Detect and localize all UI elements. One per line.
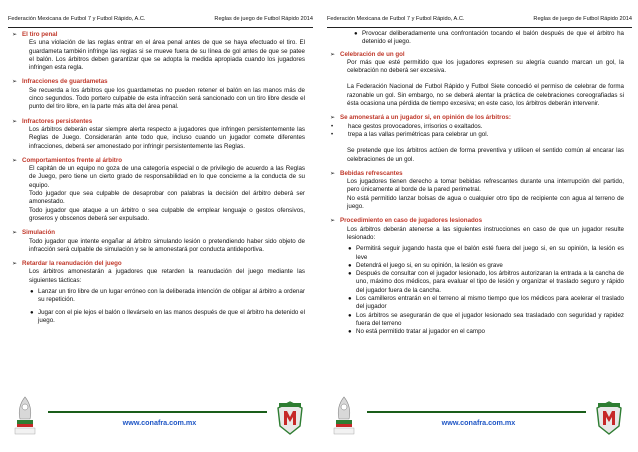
bullet-dot-icon: ● — [348, 312, 352, 319]
section-text: Se recuerda a los árbitros que los guardametas no pueden retener el balón en las manos más de cinco segundos. Todo portero culpable de esta infracción será sancionado con un tiro libre desde el punto del tiro libre, en la parte más alta del área penal. — [29, 86, 305, 111]
bullet-dot-icon: ● — [30, 309, 34, 316]
arrow-bullet-icon: ➢ — [12, 31, 18, 38]
bullet-dot-icon: ● — [354, 31, 358, 37]
bullet-dot-icon: ● — [348, 262, 352, 269]
arrow-bullet-icon: ➢ — [12, 156, 18, 164]
page-right — [319, 0, 638, 452]
page-header — [327, 16, 632, 26]
arrow-bullet-icon: ➢ — [12, 229, 18, 237]
section-text: Por más que esté permitido que los jugadores expresen su alegría cuando marcan un gol, la celebración no deberá ser excesiva. — [347, 58, 624, 75]
footer-url-link[interactable]: www.conafra.com.mx — [441, 418, 516, 427]
section-retardar-reanudacion — [12, 260, 305, 325]
arrow-bullet-icon: ➢ — [330, 169, 336, 177]
section-text: Los árbitros amonestarán a jugadores que retarden la reanudación del juego mediante las siguientes tácticas: — [29, 268, 305, 284]
header-doc: Reglas de juego de Futbol Rápido 2014 — [533, 16, 632, 22]
section-text: Los árbitros deberán estar siempre alerta respecto a jugadores que infringen persistentemente las Reglas de Juego. Considerarán ante todo que, incluso cuando un jugador comete diferentes infracciones, deberá ser amonestado por infringir persistentemente las Reglas. — [29, 125, 305, 150]
federation-logo-icon — [331, 393, 357, 437]
list-item: • hace gestos provocadores, irrisorios o exaltados. — [331, 122, 483, 130]
section-title: Celebración de un gol — [340, 50, 405, 58]
list-item: ● Después de consultar con el jugador lesionado, los árbitros autorizaran la entrada a la cancha de uno, máximo dos médicos, para evaluar el tipo de lesión y organizar el traslado seguro y rápido del jugador fuera de la cancha. — [348, 270, 624, 294]
section-title: El tiro penal — [22, 31, 58, 38]
header-org: Federación Mexicana de Futbol 7 y Futbol Rápido, A.C. — [8, 16, 146, 22]
list-item: ● No está permitido tratar al jugador en el campo — [348, 328, 485, 336]
section-title: Comportamientos frente al árbitro — [22, 156, 123, 164]
section-infractores-persistentes — [12, 117, 305, 151]
section-title: Procedimiento en caso de jugadores lesionados — [340, 217, 483, 225]
arrow-bullet-icon: ➢ — [330, 114, 336, 122]
section-infracciones-guardametas — [12, 78, 305, 111]
section-amonestacion — [330, 114, 624, 163]
list-item: ● Jugar con el pie lejos el balón o llevárselo en las manos después de que el árbitro ha detenido el juego. — [30, 308, 305, 324]
section-celebracion-gol — [330, 50, 624, 109]
section-text: La Federación Nacional de Futbol Rápido y Futbol Siete concedió el permiso de celebrar de forma razonable un gol. Sin embargo, no se deberá alentar la práctica de celebraciones coreografiadas si ésta ocasiona una pérdida de tiempo excesiva; en este caso, los árbitros deberán intervenir. — [347, 83, 624, 108]
arrow-bullet-icon: ➢ — [12, 78, 18, 86]
section-text: Los jugadores tienen derecho a tomar bebidas refrescantes durante una interrupción del partido, pero únicamente al borde de la pared perimetral. — [347, 178, 624, 194]
bullet-dot-icon: ● — [348, 329, 352, 336]
arrow-bullet-icon: ➢ — [12, 260, 18, 268]
section-text: Todo jugador que sea culpable de desaprobar con palabras la decisión del árbitro deberá ser amonestado. — [29, 190, 305, 206]
section-title: Se amonestará a un jugador si, en opinión de los árbitros: — [340, 114, 511, 122]
section-text: Se pretende que los árbitros actúen de forma preventiva y utilicen el sentido común al encarar las celebraciones de un gol. — [347, 147, 624, 163]
section-text: Todo jugador que intente engañar al árbitro simulando lesión o pretendiendo haber sido objeto de infracción será culpable de simulación y se le amonestará por conducta antideportiva. — [29, 237, 305, 253]
arrow-bullet-icon: ➢ — [12, 117, 18, 125]
page-content — [330, 30, 624, 343]
header-doc: Reglas de juego de Futbol Rápido 2014 — [214, 16, 313, 22]
bullet-list — [331, 122, 624, 140]
section-bebidas-refrescantes — [330, 169, 624, 211]
bullet-dot-icon: ● — [348, 246, 352, 253]
section-text: Los árbitros deberán atenerse a las siguientes instrucciones en caso de que un jugador resulte lesionado: — [347, 225, 624, 241]
list-item: ● Los camilleros entrarán en el terreno al mismo tiempo que los médicos para acelerar el traslado del jugador — [348, 295, 624, 311]
header-rule — [327, 27, 632, 28]
list-item: ● Los árbitros se asegurarán de que el jugador lesionado sea trasladado con seguridad y rapidez fuera del terreno — [348, 311, 624, 327]
section-text: El capitán de un equipo no goza de una categoría especial o de privilegio de acuerdo a las Reglas de Juego, pero tiene un cierto grado de responsabilidad en lo que concierne a la conducta de su equipo. — [29, 165, 305, 189]
arrow-bullet-icon: ➢ — [330, 50, 336, 58]
section-text: Todo jugador que ataque a un árbitro o sea culpable de emplear lenguaje o gestos ofensivos, groseros y obscenos deberá ser expulsado. — [29, 206, 305, 222]
bullet-list — [341, 245, 624, 336]
footer-rule — [48, 411, 267, 413]
section-comportamientos-arbitro — [12, 156, 305, 223]
bullet-dot-icon: • — [331, 123, 334, 130]
bullet-list — [341, 30, 624, 47]
section-title: Retardar la reanudación del juego — [22, 260, 122, 268]
bullet-dot-icon: ● — [348, 296, 352, 303]
section-text: No está permitido lanzar bolsas de agua o cualquier otro tipo de recipiente con agua al terreno de juego. — [347, 194, 624, 211]
list-item: • trepa a las vallas perimétricas para celebrar un gol. — [331, 130, 489, 138]
bullet-dot-icon: ● — [30, 289, 34, 296]
list-item: ● Lanzar un tiro libre de un lugar erróneo con la deliberada intención de obligar al árbitro a ordenar su repetición. — [30, 288, 305, 304]
list-item: ● Detendrá el juego si, en su opinión, la lesión es grave — [348, 261, 503, 269]
futbol-rapido-logo-icon — [275, 400, 305, 436]
header-rule — [8, 27, 313, 28]
futbol-rapido-logo-icon — [594, 400, 624, 436]
header-org: Federación Mexicana de Futbol 7 y Futbol Rápido, A.C. — [327, 16, 465, 22]
page-header — [8, 16, 313, 26]
arrow-bullet-icon: ➢ — [330, 217, 336, 225]
section-jugadores-lesionados — [330, 217, 624, 336]
bullet-dot-icon: • — [331, 131, 334, 138]
list-item: ● Permitirá seguir jugando hasta que el balón esté fuera del juego si, en su opinión, la lesión es leve — [348, 245, 624, 261]
footer-rule — [367, 411, 586, 413]
footer-url-link[interactable]: www.conafra.com.mx — [122, 418, 197, 427]
page-content — [12, 31, 305, 331]
section-text: Es una violación de las reglas entrar en el área penal antes de que se haya efectuado el tiro. El guardameta también infringe las reglas si se mueve fuera de su línea de gol antes de que se patee el balón. Los árbitros deben garantizar que se adopta la medida apropiada cuando los jugadores infringen esta regla. — [29, 39, 305, 72]
section-title: Infracciones de guardametas — [22, 78, 108, 86]
bullet-dot-icon: ● — [348, 271, 352, 278]
list-item: ● Provocar deliberadamente una confrontación tocando el balón después de que el árbitro ha detenido el juego. — [354, 30, 624, 46]
federation-logo-icon — [12, 393, 38, 437]
section-tiro-penal — [12, 31, 305, 72]
section-title: Bebidas refrescantes — [340, 169, 403, 177]
section-title: Infractores persistentes — [22, 117, 93, 125]
section-simulacion — [12, 229, 305, 254]
bullet-list — [23, 288, 305, 325]
section-title: Simulación — [22, 229, 56, 237]
